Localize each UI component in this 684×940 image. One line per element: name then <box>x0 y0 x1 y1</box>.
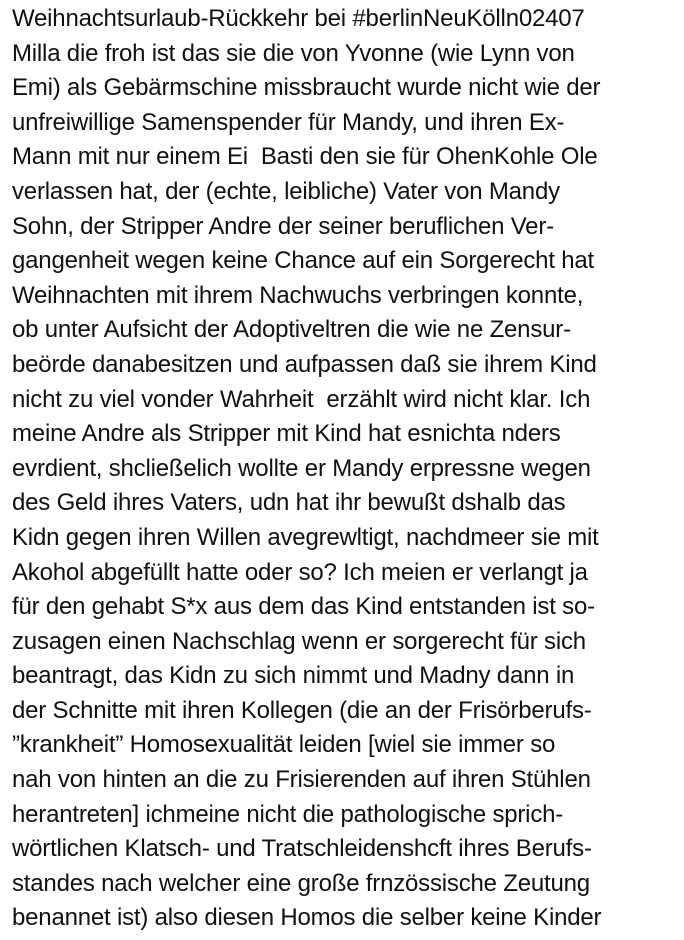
text-line: meine Andre als Stripper mit Kind hat esnichta nders <box>12 420 561 448</box>
text-line: zusagen einen Nachschlag wenn er sorgerecht für sich <box>12 627 586 655</box>
text-line: gangenheit wegen keine Chance auf ein Sorgerecht hat <box>12 247 595 275</box>
text-line: Sohn, der Stripper Andre der seiner beruflichen Ver- <box>12 212 554 240</box>
text-line: Mann mit nur einem Ei Basti den sie für OhenKohle Ole <box>12 143 598 171</box>
text-line: des Geld ihres Vaters, udn hat ihr bewußt dshalb das <box>12 489 566 517</box>
text-line: herantreten] ichmeine nicht die pathologische sprich- <box>12 800 564 828</box>
text-line: standes nach welcher eine große frnzössische Zeutung <box>12 869 590 897</box>
text-line: Akohol abgefüllt hatte oder so? Ich meien er verlangt ja <box>12 558 588 586</box>
document-text <box>12 2 678 936</box>
text-line: ”krankheit” Homosexualität leiden [wiel sie immer so <box>12 731 556 759</box>
text-line: verlassen hat, der (echte, leibliche) Vater von Mandy <box>12 177 560 205</box>
text-line: Kidn gegen ihren Willen avegrewltigt, nachdmeer sie mit <box>12 523 599 551</box>
text-line: nah von hinten an die zu Frisierenden auf ihren Stühlen <box>12 766 591 794</box>
text-line: Milla die froh ist das sie die von Yvonne (wie Lynn von <box>12 39 575 67</box>
text-line: beörde danabesitzen und aufpassen daß sie ihrem Kind <box>12 350 597 378</box>
text-line: nicht zu viel vonder Wahrheit erzählt wird nicht klar. Ich <box>12 385 591 413</box>
text-line: unfreiwillige Samenspender für Mandy, und ihren Ex- <box>12 108 565 136</box>
text-line: benannet ist) also diesen Homos die selber keine Kinder <box>12 904 602 932</box>
text-line: der Schnitte mit ihren Kollegen (die an der Frisörberufs- <box>12 696 592 724</box>
text-line: beantragt, das Kidn zu sich nimmt und Madny dann in <box>12 662 575 690</box>
text-line: Emi) als Gebärmschine missbraucht wurde nicht wie der <box>12 74 601 102</box>
text-line: ob unter Aufsicht der Adoptiveltren die wie ne Zensur- <box>12 316 571 344</box>
text-line: wörtlichen Klatsch- und Tratschleidenshcft ihres Berufs- <box>12 835 592 863</box>
text-line: evrdient, shcließelich wollte er Mandy erpressne wegen <box>12 454 591 482</box>
text-line: Weihnachtsurlaub-Rückkehr bei #berlinNeuKölln02407 <box>12 5 585 32</box>
text-line: Weihnachten mit ihrem Nachwuchs verbringen konnte, <box>12 281 584 309</box>
text-line: für den gehabt S*x aus dem das Kind entstanden ist so- <box>12 593 595 621</box>
